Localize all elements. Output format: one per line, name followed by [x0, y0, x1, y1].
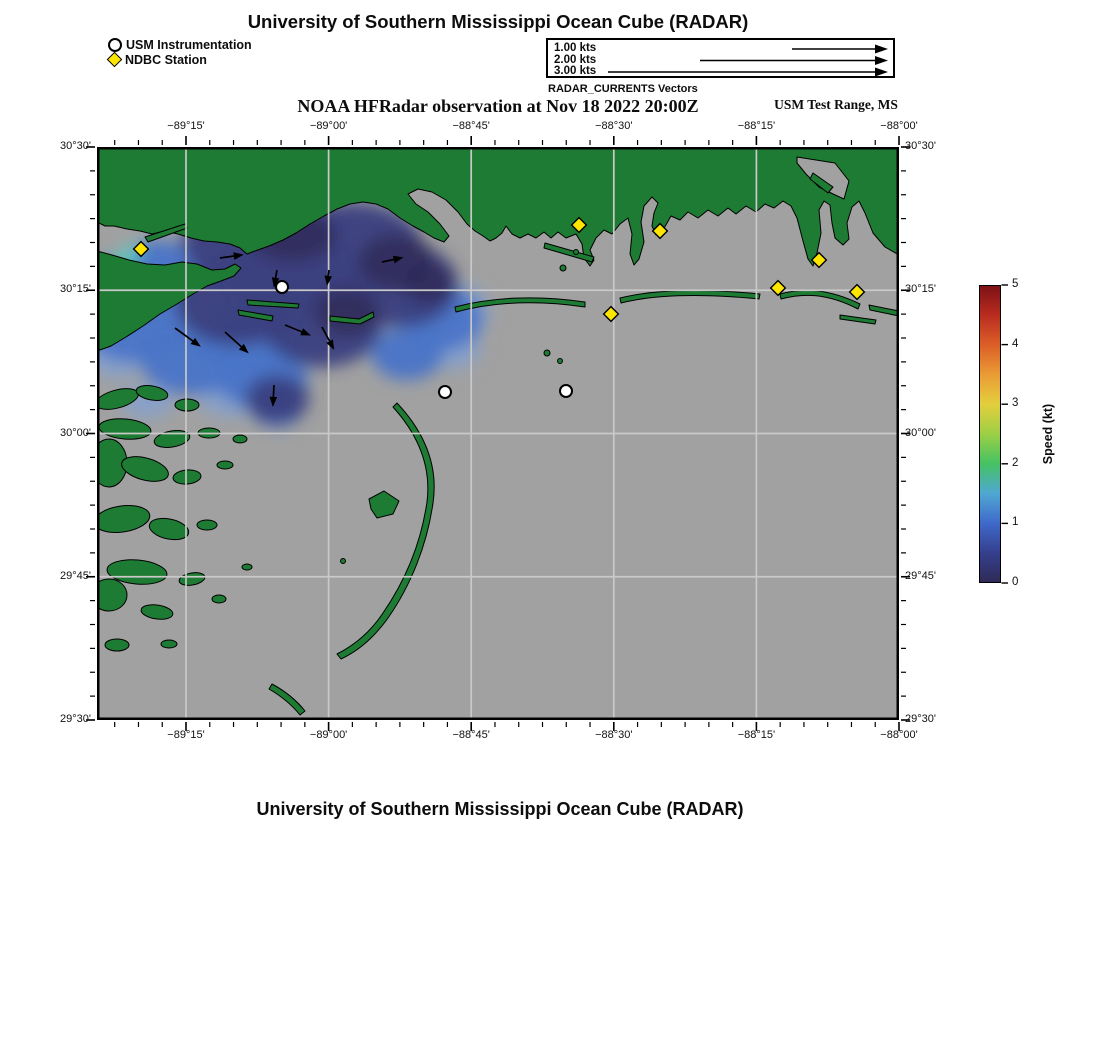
colorbar-tick-label-2: 2 — [1012, 456, 1019, 469]
islet — [558, 359, 563, 364]
marsh-island — [242, 564, 252, 570]
legend-item-ndbc — [108, 52, 252, 67]
axis-label-lon-bottom-2: −88°45' — [452, 729, 490, 741]
usm-instrumentation-marker — [439, 386, 451, 398]
marsh-island — [212, 595, 226, 603]
marsh-island — [175, 399, 199, 411]
marsh-island — [217, 461, 233, 469]
islet — [560, 265, 566, 271]
axis-label-lat-right-2: 30°00' — [905, 426, 936, 439]
marsh-island — [161, 640, 177, 648]
axis-label-lon-top-2: −88°45' — [452, 120, 490, 132]
legend-label-ndbc: NDBC Station — [125, 52, 207, 67]
axis-label-lon-top-0: −89°15' — [167, 120, 205, 132]
colorbar-axis-label: Speed (kt) — [1041, 403, 1055, 465]
colorbar-tick-label-5: 5 — [1012, 278, 1019, 290]
axis-label-lon-bottom-5: −88°00' — [880, 729, 918, 741]
marsh-island — [105, 639, 129, 651]
marsh-island — [97, 579, 127, 611]
map-canvas — [97, 147, 899, 720]
colorbar-tick-label-4: 4 — [1012, 337, 1019, 350]
speed-blob — [245, 375, 309, 423]
islet — [544, 350, 550, 356]
vector-scale-label-0: 1.00 kts — [554, 42, 597, 54]
islet — [574, 250, 579, 255]
axis-label-lon-top-3: −88°30' — [595, 120, 633, 132]
axis-label-lon-top-1: −89°00' — [309, 120, 348, 132]
map — [97, 147, 899, 720]
colorbar-tick-label-0: 0 — [1012, 576, 1019, 588]
colorbar — [979, 285, 1001, 583]
vector-scale-box — [546, 38, 895, 78]
axis-label-lon-bottom-0: −89°15' — [167, 729, 205, 741]
vector-scale-label-2: 3.00 kts — [554, 65, 597, 77]
axis-label-lat-right-1: 30°15' — [905, 283, 936, 296]
islet — [341, 559, 346, 564]
marsh-island — [233, 435, 247, 443]
axis-label-lat-left-4: 29°30' — [60, 713, 91, 725]
axis-label-lon-top-5: −88°00' — [880, 120, 918, 132]
usm-instrumentation-marker — [276, 281, 288, 293]
axis-label-lat-right-3: 29°45' — [905, 569, 936, 582]
range-title: USM Test Range, MS — [774, 97, 898, 112]
axis-label-lon-bottom-4: −88°15' — [737, 729, 776, 741]
axis-label-lat-right-0: 30°30' — [905, 140, 936, 152]
scale-arrowhead — [875, 68, 888, 77]
axis-label-lat-left-2: 30°00' — [60, 426, 91, 439]
colorbar-tick-label-1: 1 — [1012, 516, 1019, 529]
scale-arrowhead — [875, 45, 888, 54]
observation-title: NOAA HFRadar observation at Nov 18 2022 20:00Z — [297, 96, 699, 116]
colorbar-tick-label-3: 3 — [1012, 397, 1019, 410]
axis-label-lon-bottom-3: −88°30' — [595, 729, 633, 741]
usm-instrumentation-marker — [560, 385, 572, 397]
marsh-island — [197, 520, 217, 530]
legend-item-usm — [108, 37, 252, 52]
ndbc-diamond-icon — [107, 52, 123, 68]
vector-scale-label-1: 2.00 kts — [554, 53, 597, 66]
page-title: University of Southern Mississippi Ocean Cube (RADAR) — [247, 11, 749, 32]
axis-label-lat-left-0: 30°30' — [60, 140, 91, 152]
axis-label-lon-top-4: −88°15' — [737, 120, 776, 132]
speed-blob — [403, 263, 455, 303]
axis-label-lat-right-4: 29°30' — [905, 713, 936, 725]
vector-scale-arrows — [548, 40, 893, 76]
figure-title-bottom: University of Southern Mississippi Ocean Cube (RADAR) — [256, 799, 744, 819]
usm-circle-icon — [108, 38, 122, 52]
scale-arrowhead — [875, 56, 888, 65]
axis-label-lon-bottom-1: −89°00' — [309, 729, 348, 741]
legend-label-usm: USM Instrumentation — [126, 37, 252, 52]
marker-legend — [108, 37, 252, 67]
vector-scale-caption: RADAR_CURRENTS Vectors — [548, 83, 698, 95]
axis-label-lat-left-3: 29°45' — [60, 569, 91, 582]
axis-label-lat-left-1: 30°15' — [60, 283, 91, 296]
speed-blob — [315, 288, 379, 336]
